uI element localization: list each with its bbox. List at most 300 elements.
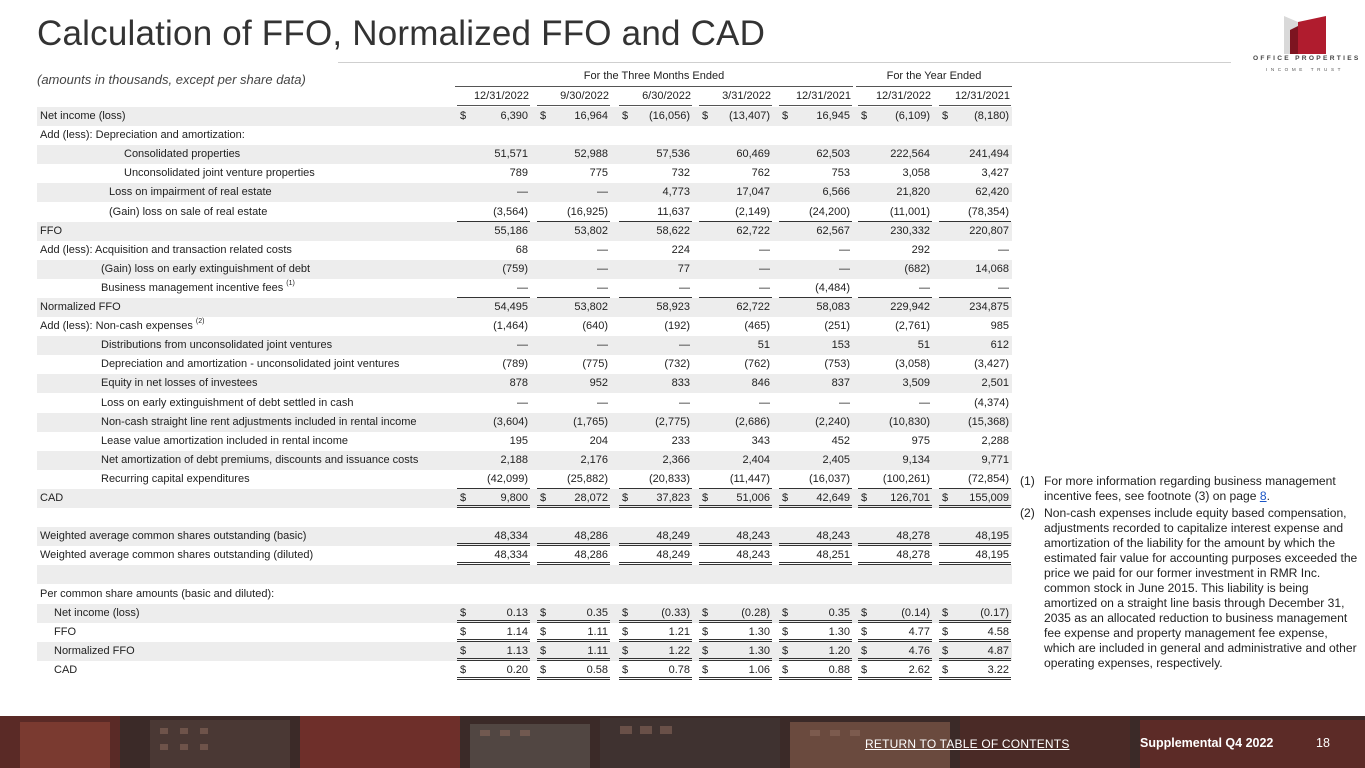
cell-value: (11,001) (889, 205, 930, 218)
table-cell (619, 107, 692, 126)
cell-value: 762 (751, 167, 770, 180)
cell-value: — (759, 281, 770, 294)
table-cell (779, 394, 852, 413)
table-cell (939, 317, 1011, 336)
table-cell (699, 489, 772, 508)
dollar-sign: $ (782, 663, 789, 676)
table-cell (619, 222, 692, 241)
cell-value: (10,830) (889, 415, 930, 428)
cell-value: 224 (671, 243, 690, 256)
cell-value: — (597, 262, 608, 275)
page-title: Calculation of FFO, Normalized FFO and CAD (37, 14, 766, 53)
table-cell (537, 298, 610, 317)
table-cell (699, 623, 772, 642)
cell-value: 4,773 (662, 186, 690, 199)
row-label (40, 225, 62, 237)
cell-value: (759) (502, 262, 528, 275)
table-cell (457, 451, 530, 470)
cell-value: 229,942 (890, 301, 930, 313)
dollar-sign: $ (540, 625, 547, 638)
table-cell (779, 413, 852, 432)
dollar-sign: $ (460, 663, 467, 676)
cell-value: 48,251 (816, 549, 850, 562)
table-row (37, 355, 1012, 374)
table-cell (619, 336, 692, 355)
table-row (37, 126, 1012, 145)
column-header: 12/31/2022 (875, 90, 931, 102)
period-group-header: For the Year Ended (886, 70, 982, 82)
table-cell (619, 604, 692, 623)
dollar-sign: $ (622, 492, 629, 504)
dollar-sign: $ (702, 663, 709, 676)
cell-value: 48,278 (896, 530, 930, 543)
cell-value: 51,571 (494, 148, 528, 161)
table-row (37, 183, 1012, 202)
table-cell (779, 183, 852, 202)
cell-value: — (998, 243, 1009, 256)
table-cell (457, 183, 530, 202)
table-cell (858, 355, 932, 374)
cell-value: 1.13 (506, 644, 528, 657)
table-cell (619, 317, 692, 336)
cell-value: 48,243 (736, 530, 770, 543)
cell-value: 48,286 (574, 549, 608, 562)
cell-value: (16,037) (809, 472, 850, 485)
table-cell (939, 527, 1011, 546)
cell-value: 753 (831, 167, 850, 180)
row-label-text: Non-cash straight line rent adjustments included in rental income (101, 415, 417, 428)
title-divider (338, 62, 1231, 63)
cell-value: 1.21 (668, 625, 690, 638)
table-cell (858, 260, 932, 279)
column-header-underline (457, 105, 530, 106)
cell-value: 230,332 (890, 224, 930, 237)
company-logo-icon (1254, 14, 1354, 74)
cell-value: — (597, 281, 608, 294)
cell-value: 837 (831, 377, 850, 390)
table-cell (699, 317, 772, 336)
table-cell (858, 279, 932, 298)
table-cell (619, 241, 692, 260)
dollar-sign: $ (622, 625, 629, 638)
table-cell (619, 489, 692, 508)
cell-value: 58,923 (656, 301, 690, 313)
cell-value: 775 (589, 167, 608, 180)
table-cell (537, 183, 610, 202)
dollar-sign: $ (460, 492, 467, 504)
row-label-text: Net income (loss) (54, 606, 140, 619)
cell-value: 62,722 (736, 224, 770, 237)
row-label-text: Loss on early extinguishment of debt settled in cash (101, 396, 354, 409)
row-label-text: Add (less): Non-cash expenses (40, 320, 193, 333)
table-cell (939, 279, 1011, 298)
cell-value: (0.28) (741, 606, 770, 619)
table-cell (858, 470, 932, 489)
table-cell (779, 164, 852, 183)
cell-value: 9,134 (902, 453, 930, 466)
cell-value: 48,243 (816, 530, 850, 543)
table-row (37, 432, 1012, 451)
cell-value: 6,566 (822, 186, 850, 199)
table-cell (457, 107, 530, 126)
table-row (37, 222, 1012, 241)
column-header: 3/31/2022 (722, 90, 771, 102)
table-cell (537, 164, 610, 183)
table-cell (537, 661, 610, 680)
cell-value: (2,149) (735, 205, 770, 218)
cell-value: (2,761) (895, 320, 930, 333)
table-cell (457, 336, 530, 355)
table-cell (858, 203, 932, 222)
table-cell (779, 661, 852, 680)
footnotes (1020, 474, 1358, 673)
cell-value: — (517, 396, 528, 409)
table-cell (858, 661, 932, 680)
cell-value: 1.14 (506, 625, 528, 638)
dollar-sign: $ (540, 492, 547, 504)
cell-value: 14,068 (975, 262, 1009, 275)
row-label-text: CAD (40, 492, 64, 504)
cell-value: 48,334 (494, 549, 528, 562)
cell-value: 51 (757, 339, 770, 352)
row-label (54, 645, 135, 657)
dollar-sign: $ (861, 663, 868, 676)
table-cell (858, 374, 932, 393)
cell-value: (15,368) (968, 415, 1009, 428)
cell-value: 1.30 (748, 625, 770, 638)
table-cell (619, 374, 692, 393)
row-label (54, 607, 140, 619)
footnote-number: (2) (1020, 506, 1035, 520)
table-cell (699, 222, 772, 241)
table-cell (537, 451, 610, 470)
return-to-toc-link[interactable]: RETURN TO TABLE OF CONTENTS (865, 737, 1070, 751)
cell-value: (78,354) (968, 205, 1009, 218)
cell-value: 0.78 (668, 663, 690, 676)
table-cell (619, 432, 692, 451)
dollar-sign: $ (460, 644, 467, 657)
footnote-ref: (2) (195, 318, 205, 326)
column-header-underline (939, 105, 1011, 106)
table-cell (858, 642, 932, 661)
table-cell (537, 279, 610, 298)
cell-value: (13,407) (729, 110, 770, 122)
cell-value: (1,765) (573, 415, 608, 428)
cell-value: 4.77 (908, 625, 930, 638)
dollar-sign: $ (702, 492, 709, 504)
table-cell (779, 145, 852, 164)
cell-value: — (679, 281, 690, 294)
cell-value: 153 (831, 339, 850, 352)
table-cell (779, 527, 852, 546)
footnote-text: Non-cash expenses include equity based compensation, adjustments recorded to capitalize interest expense and amortization of the liability for the amount by which the estimated fair value for accounting purposes exceeded the price we paid for our former investment in RMR Inc. common stock in June 2015. This liability is being amortized on a straight line basis through December 31, 2035 as an allocated reduction to business management fee expense and property management fee expense, which are included in general and administrative and other operating expenses, respectively. (1044, 506, 1358, 670)
dollar-sign: $ (702, 110, 709, 122)
table-cell (457, 374, 530, 393)
table-cell (779, 355, 852, 374)
cell-value: 62,503 (816, 148, 850, 161)
table-cell (619, 623, 692, 642)
cell-value: 51 (917, 339, 930, 352)
table-cell (699, 336, 772, 355)
cell-value: 2,288 (981, 434, 1009, 447)
table-cell (619, 546, 692, 565)
table-row (37, 336, 1012, 355)
cell-value: 612 (990, 339, 1009, 352)
cell-value: 68 (515, 243, 528, 256)
period-group-underline (455, 86, 853, 87)
cell-value: — (998, 281, 1009, 294)
table-cell (699, 145, 772, 164)
table-cell (619, 413, 692, 432)
table-row (37, 164, 1012, 183)
table-cell (779, 604, 852, 623)
cell-value: 51,006 (736, 492, 770, 504)
row-label-text: Weighted average common shares outstanding (basic) (40, 530, 307, 543)
table-cell (619, 183, 692, 202)
cell-value: — (759, 243, 770, 256)
table-cell (457, 527, 530, 546)
cell-value: — (679, 339, 690, 352)
table-row (37, 661, 1012, 680)
table-cell (619, 355, 692, 374)
row-label-text: Net income (loss) (40, 110, 126, 122)
table-cell (457, 546, 530, 565)
table-cell (537, 317, 610, 336)
table-row (37, 451, 1012, 470)
table-cell (699, 203, 772, 222)
row-label-text: FFO (40, 224, 62, 237)
cell-value: (2,775) (655, 415, 690, 428)
cell-value: 48,243 (736, 549, 770, 562)
table-cell (858, 489, 932, 508)
table-cell (457, 470, 530, 489)
table-cell (457, 222, 530, 241)
cell-value: 222,564 (890, 148, 930, 161)
cell-value: 234,875 (969, 301, 1009, 313)
cell-value: (732) (664, 358, 690, 371)
cell-value: 789 (509, 167, 528, 180)
period-group-underline (856, 86, 1012, 87)
dollar-sign: $ (460, 606, 467, 619)
cell-value: 2,188 (500, 453, 528, 466)
row-label (101, 435, 348, 447)
table-cell (939, 164, 1011, 183)
row-label (101, 358, 399, 370)
table-cell (779, 241, 852, 260)
table-cell (537, 241, 610, 260)
table-cell (779, 260, 852, 279)
table-cell (457, 164, 530, 183)
cell-value: 195 (509, 434, 528, 447)
footnote-page-link[interactable]: 8 (1259, 489, 1267, 503)
table-cell (457, 489, 530, 508)
cell-value: — (839, 262, 850, 275)
table-subtitle: (amounts in thousands, except per share data) (37, 72, 306, 87)
table-cell (537, 394, 610, 413)
dollar-sign: $ (540, 644, 547, 657)
table-cell (537, 489, 610, 508)
cell-value: 1.30 (748, 644, 770, 657)
table-row (37, 585, 1012, 604)
cell-value: 155,009 (969, 492, 1009, 504)
row-label (40, 301, 121, 313)
cell-value: 2,366 (662, 453, 690, 466)
row-label-text: Net amortization of debt premiums, discounts and issuance costs (101, 453, 419, 466)
row-label (101, 454, 418, 466)
table-cell (457, 394, 530, 413)
cell-value: 48,195 (975, 530, 1009, 543)
cell-value: 60,469 (736, 148, 770, 161)
cell-value: 1.11 (587, 644, 608, 657)
cell-value: — (679, 396, 690, 409)
table-cell (699, 183, 772, 202)
table-cell (699, 241, 772, 260)
cell-value: (11,447) (729, 472, 770, 485)
cell-value: 985 (990, 320, 1009, 333)
column-header: 12/31/2021 (954, 90, 1010, 102)
table-cell (858, 317, 932, 336)
column-header-underline (619, 105, 692, 106)
table-cell (939, 298, 1011, 317)
table-cell (699, 298, 772, 317)
dollar-sign: $ (622, 663, 629, 676)
table-cell (779, 546, 852, 565)
table-cell (619, 145, 692, 164)
table-cell (537, 145, 610, 164)
cell-value: (192) (664, 320, 690, 333)
cell-value: — (839, 396, 850, 409)
table-cell (537, 604, 610, 623)
table-row (37, 642, 1012, 661)
table-row (37, 260, 1012, 279)
cell-value: 3.22 (987, 663, 1009, 676)
table-cell (699, 451, 772, 470)
logo-text-primary: OFFICE PROPERTIES (1253, 55, 1361, 62)
table-cell (619, 661, 692, 680)
cell-value: (16,056) (649, 110, 690, 122)
cell-value: 833 (671, 377, 690, 390)
cell-value: 0.35 (828, 606, 850, 619)
table-cell (537, 413, 610, 432)
table-cell (779, 623, 852, 642)
cell-value: 1.06 (748, 663, 770, 676)
table-cell (619, 642, 692, 661)
cell-value: — (839, 243, 850, 256)
cell-value: 9,771 (981, 453, 1009, 466)
cell-value: 233 (671, 434, 690, 447)
dollar-sign: $ (460, 625, 467, 638)
logo-text-secondary: INCOME TRUST (1265, 67, 1345, 72)
cell-value: 48,249 (656, 530, 690, 543)
row-label (40, 588, 274, 600)
table-row (37, 623, 1012, 642)
table-cell (858, 394, 932, 413)
table-cell (457, 642, 530, 661)
cell-value: 0.20 (506, 663, 528, 676)
table-row (37, 508, 1012, 527)
cell-value: — (919, 396, 930, 409)
cell-value: (8,180) (974, 110, 1009, 122)
cell-value: (0.14) (901, 606, 930, 619)
table-cell (939, 489, 1011, 508)
row-label-text: Add (less): Acquisition and transaction related costs (40, 243, 292, 256)
cell-value: 4.58 (987, 625, 1009, 638)
cell-value: (775) (582, 358, 608, 371)
cell-value: 48,278 (896, 549, 930, 562)
row-label (40, 549, 313, 561)
cell-value: — (597, 186, 608, 199)
footnote-item (1020, 506, 1358, 671)
table-cell (939, 470, 1011, 489)
table-cell (619, 164, 692, 183)
cell-value: (16,925) (567, 205, 608, 218)
table-row (37, 527, 1012, 546)
table-cell (858, 432, 932, 451)
table-cell (939, 623, 1011, 642)
table-row (37, 374, 1012, 393)
table-cell (537, 107, 610, 126)
table-cell (858, 107, 932, 126)
cell-value: — (517, 281, 528, 294)
dollar-sign: $ (460, 110, 467, 122)
table-cell (537, 355, 610, 374)
table-cell (779, 489, 852, 508)
row-label (54, 626, 76, 638)
cell-value: 2,405 (822, 453, 850, 466)
cell-value: 53,802 (574, 301, 608, 313)
table-cell (858, 527, 932, 546)
table-cell (537, 642, 610, 661)
footnote-text: For more information regarding business management incentive fees, see footnote (3) on page (1044, 474, 1336, 503)
table-cell (699, 374, 772, 393)
footnote-text-end: . (1266, 489, 1270, 503)
table-cell (939, 260, 1011, 279)
row-label-text: Unconsolidated joint venture properties (124, 167, 315, 180)
dollar-sign: $ (861, 606, 868, 619)
table-cell (537, 260, 610, 279)
column-header: 9/30/2022 (560, 90, 609, 102)
cell-value: 204 (589, 434, 608, 447)
dollar-sign: $ (942, 110, 949, 122)
table-cell (939, 222, 1011, 241)
table-cell (457, 260, 530, 279)
table-cell (858, 623, 932, 642)
table-cell (939, 413, 1011, 432)
table-cell (537, 432, 610, 451)
row-label-text: Consolidated properties (124, 148, 241, 161)
cell-value: 58,622 (656, 224, 690, 237)
table-cell (699, 260, 772, 279)
table-cell (699, 107, 772, 126)
cell-value: (0.33) (661, 606, 690, 619)
table-cell (619, 527, 692, 546)
cell-value: 1.30 (828, 625, 850, 638)
table-row (37, 565, 1012, 584)
table-cell (939, 374, 1011, 393)
table-cell (779, 298, 852, 317)
cell-value: — (597, 339, 608, 352)
table-cell (858, 298, 932, 317)
row-label-text: CAD (54, 663, 78, 676)
table-cell (699, 604, 772, 623)
table-cell (939, 145, 1011, 164)
row-label-text: (Gain) loss on early extinguishment of debt (101, 262, 311, 275)
cell-value: 1.11 (587, 625, 608, 638)
cell-value: 4.87 (987, 644, 1009, 657)
cell-value: 55,186 (494, 224, 528, 237)
cell-value: 0.13 (506, 606, 528, 619)
dollar-sign: $ (622, 110, 629, 122)
